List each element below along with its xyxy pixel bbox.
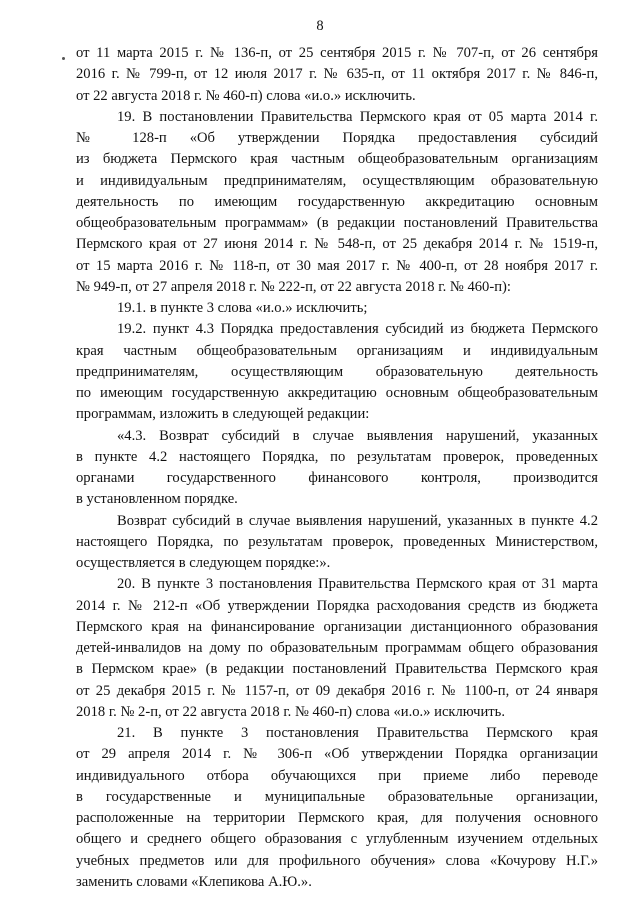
- text-line: заменить словами «Клепикова А.Ю.».: [76, 873, 312, 890]
- text-line: в установленном порядке.: [76, 491, 238, 508]
- text-line: расположенные на территории Пермского края, для получения основного: [76, 810, 598, 826]
- text-line: 19. В постановлении Правительства Пермского края от 05 марта 2014 г.: [117, 108, 598, 125]
- text-line: от 25 декабря 2015 г. № 1157-п, от 09 декабря 2016 г. № 1100-п, от 24 января: [76, 682, 598, 699]
- text-line: от 29 апреля 2014 г. № 306-п «Об утверждении Порядка организации: [76, 746, 598, 763]
- text-line: от 22 августа 2018 г. № 460-п) слова «и.о.» исключить.: [76, 87, 416, 104]
- text-line: 21. В пункте 3 постановления Правительства Пермского края: [117, 725, 598, 741]
- page-number: 8: [316, 18, 324, 34]
- text-line: 2016 г. № 799-п, от 12 июля 2017 г. № 635-п, от 11 октября 2017 г. № 846-п,: [76, 66, 598, 83]
- text-line: Возврат субсидий в случае выявления нарушений, указанных в пункте 4.2: [117, 512, 598, 529]
- text-line: индивидуального отбора обучающихся при приеме либо переводе: [76, 767, 598, 784]
- text-line: осуществляется в следующем порядке:».: [76, 555, 331, 571]
- text-line: от 15 марта 2016 г. № 118-п, от 30 мая 2017 г. № 400-п, от 28 ноября 2017 г.: [76, 257, 598, 274]
- text-line: и индивидуальным предпринимателям, осуществляющим образовательную: [76, 172, 598, 189]
- text-line: № 128-п «Об утверждении Порядка предоставления субсидий: [76, 130, 598, 146]
- text-line: в государственные и муниципальные образовательные организации,: [76, 788, 598, 805]
- text-line: «4.3. Возврат субсидий в случае выявления нарушений, указанных: [117, 427, 598, 444]
- text-line: 2018 г. № 2-п, от 22 августа 2018 г. № 460-п) слова «и.о.» исключить.: [76, 703, 505, 720]
- text-line: 2014 г. № 212-п «Об утверждении Порядка расходования средств из бюджета: [76, 597, 598, 614]
- text-line: 19.2. пункт 4.3 Порядка предоставления субсидий из бюджета Пермского: [117, 321, 598, 338]
- text-line: программам, изложить в следующей редакции:: [76, 406, 370, 423]
- text-line: 20. В пункте 3 постановления Правительства Пермского края от 31 марта: [117, 576, 598, 593]
- text-line: от 11 марта 2015 г. № 136-п, от 25 сентября 2015 г. № 707-п, от 26 сентября: [76, 45, 598, 61]
- text-line: органами государственного финансового контроля, производится: [76, 470, 598, 486]
- text-line: в пункте 4.2 настоящего Порядка, по результатам проверок, проведенных: [76, 448, 598, 465]
- text-line: Пермского края на финансирование организации дистанционного образования: [76, 618, 598, 635]
- text-line: учебных предметов или для профильного обучения» слова «Кочурову Н.Г.»: [76, 852, 598, 869]
- text-line: из бюджета Пермского края частным общеобразовательным организациям: [76, 151, 598, 168]
- text-line: по имеющим государственную аккредитацию основным общеобразовательным: [76, 385, 598, 401]
- text-line: детей-инвалидов на дому по образовательным программам общего образования: [76, 640, 598, 656]
- text-line: края частным общеобразовательным организациям и индивидуальным: [76, 342, 598, 359]
- text-line: предпринимателям, осуществляющим образовательную деятельность: [76, 363, 598, 380]
- text-line: настоящего Порядка, по результатам проверок, проведенных Министерством,: [76, 533, 598, 550]
- text-line: общеобразовательным программам» (в редакции постановлений Правительства: [76, 215, 598, 231]
- text-line: 19.1. в пункте 3 слова «и.о.» исключить;: [117, 300, 368, 316]
- text-line: в Пермском крае» (в редакции постановлений Правительства Пермского края: [76, 661, 598, 678]
- text-line: № 949-п, от 27 апреля 2018 г. № 222-п, от 22 августа 2018 г. № 460-п):: [76, 278, 511, 295]
- text-line: Пермского края от 27 июня 2014 г. № 548-п, от 25 декабря 2014 г. № 1519-п,: [76, 236, 598, 253]
- text-line: общего и среднего общего образования с углубленным изучением отдельных: [76, 831, 598, 848]
- text-line: деятельность по имеющим государственную аккредитацию основным: [76, 193, 598, 210]
- scan-speck: [62, 57, 65, 60]
